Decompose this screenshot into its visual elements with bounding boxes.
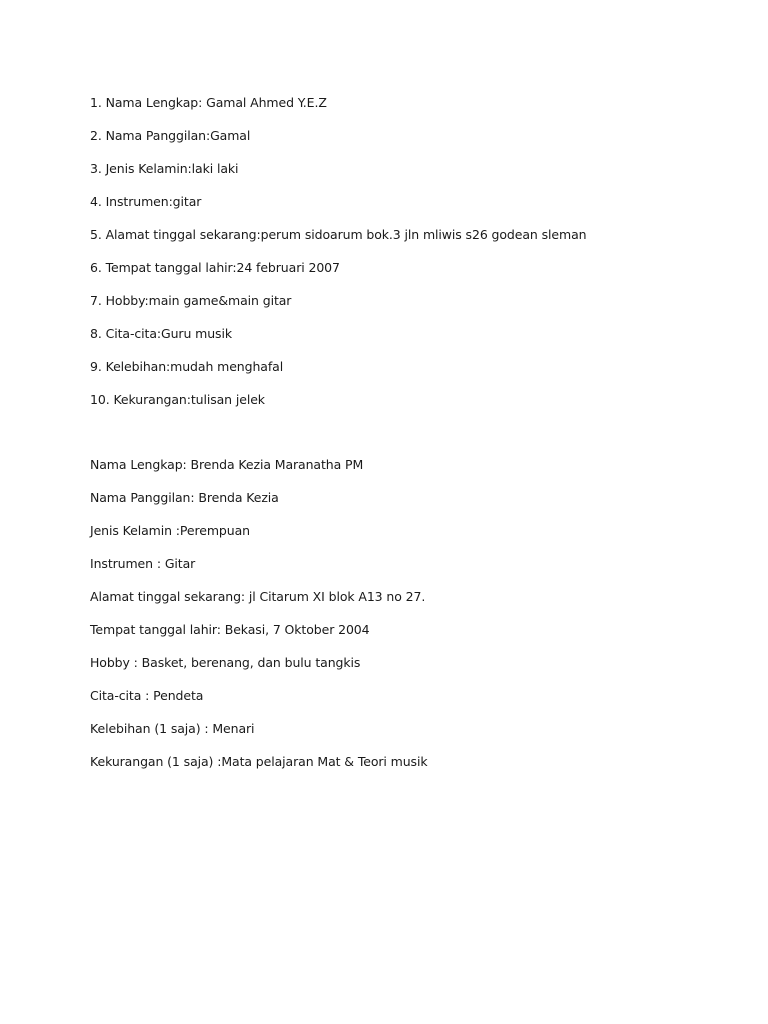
profile-line: Tempat tanggal lahir: Bekasi, 7 Oktober 2004 <box>90 622 370 637</box>
profile-line: 8. Cita-cita:Guru musik <box>90 326 232 341</box>
profile-line: Kekurangan (1 saja) :Mata pelajaran Mat & Teori musik <box>90 754 428 769</box>
profile-line: Alamat tinggal sekarang: jl Citarum XI blok A13 no 27. <box>90 589 426 604</box>
profile-line: 4. Instrumen:gitar <box>90 194 202 209</box>
profile-line: 5. Alamat tinggal sekarang:perum sidoarum bok.3 jln mliwis s26 godean sleman <box>90 227 587 242</box>
profile-line: 2. Nama Panggilan:Gamal <box>90 128 251 143</box>
profile-line: Hobby : Basket, berenang, dan bulu tangkis <box>90 655 361 670</box>
profile-line: Instrumen : Gitar <box>90 556 196 571</box>
profile-brenda <box>90 456 710 786</box>
profile-line: Cita-cita : Pendeta <box>90 688 204 703</box>
profile-line: 1. Nama Lengkap: Gamal Ahmed Y.E.Z <box>90 95 327 110</box>
profile-line: 3. Jenis Kelamin:laki laki <box>90 161 239 176</box>
profile-line: Kelebihan (1 saja) : Menari <box>90 721 255 736</box>
profile-line: Jenis Kelamin :Perempuan <box>90 523 250 538</box>
profile-gamal <box>90 94 710 424</box>
profile-line: 10. Kekurangan:tulisan jelek <box>90 392 265 407</box>
profile-line: 6. Tempat tanggal lahir:24 februari 2007 <box>90 260 340 275</box>
profile-line: Nama Panggilan: Brenda Kezia <box>90 490 279 505</box>
profile-line: 7. Hobby:main game&main gitar <box>90 293 292 308</box>
profile-line: Nama Lengkap: Brenda Kezia Maranatha PM <box>90 457 364 472</box>
profile-line: 9. Kelebihan:mudah menghafal <box>90 359 284 374</box>
